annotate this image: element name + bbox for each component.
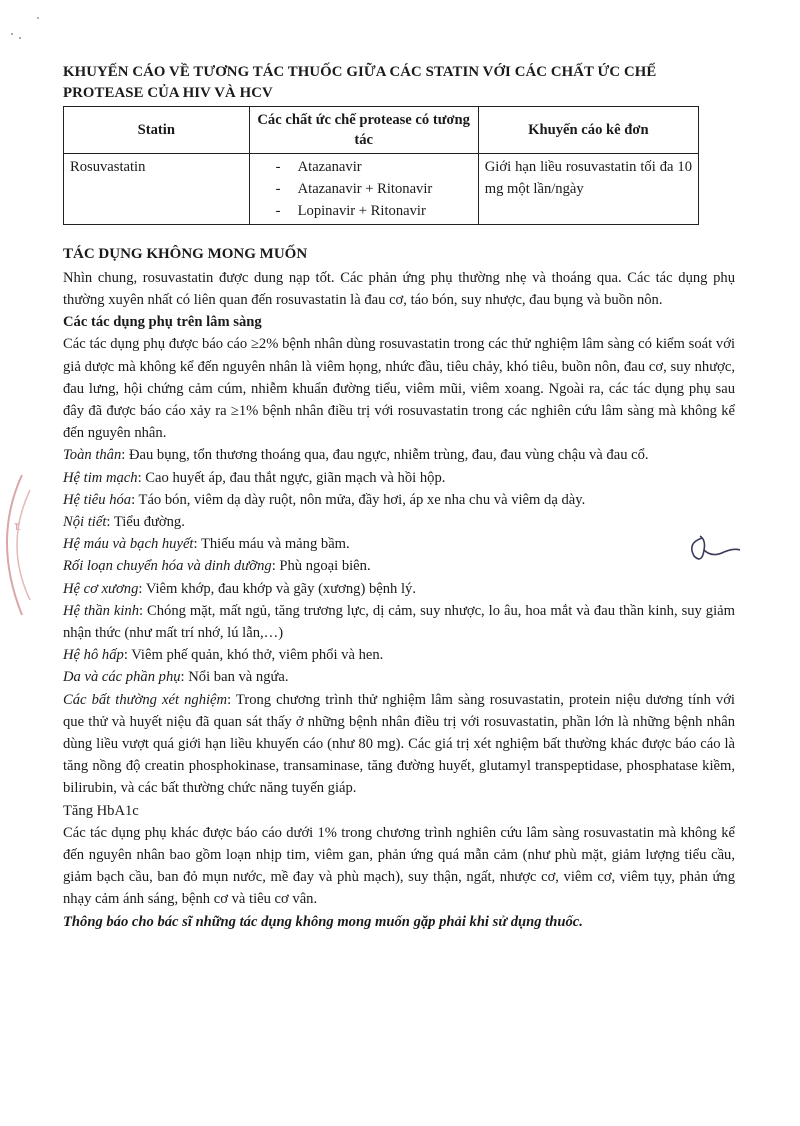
subsection-heading: Các tác dụng phụ trên lâm sàng	[63, 314, 262, 331]
table-row	[64, 154, 699, 225]
system-text: : Táo bón, viêm dạ dày ruột, nôn mửa, đầy hơi, áp xe nha chu và viêm dạ dày.	[131, 491, 586, 508]
system-label: Các bất thường xét nghiệm	[63, 691, 228, 708]
system-label: Hệ cơ xương	[63, 580, 139, 597]
warning-note: Thông báo cho bác sĩ những tác dụng không mong muốn gặp phải khi sử dụng thuốc.	[63, 913, 583, 930]
list-item: - Lopinavir + Ritonavir	[276, 200, 472, 222]
system-entry	[63, 444, 735, 466]
system-label: Hệ tim mạch	[63, 469, 138, 486]
system-text: : Trong chương trình thử nghiệm lâm sàng rosuvastatin, protein niệu dương tính với que thử và huyết niệu đã quan sát thấy ở những bệnh nhân điều trị với rosuvastatin, phần lớn là những bệnh nhân dùng liều vượt quá giới hạn liều khuyến cáo (như 80 mg). Các giá trị xét nghiệm bất thường khác được báo cáo là tăng nồng độ creatin phosphokinase, transaminase, tăng đường huyết, glutamyl transpeptidase, phosphatase kiềm, bilirubin, và các bất thường chức năng tuyến giáp.	[63, 691, 735, 797]
system-entry	[63, 467, 735, 489]
system-entry	[63, 600, 735, 644]
document-body	[63, 62, 735, 933]
list-item: - Atazanavir + Ritonavir	[276, 178, 472, 200]
table-header-row	[64, 107, 699, 154]
list-item: - Atazanavir	[276, 156, 472, 178]
system-entry	[63, 578, 735, 600]
system-text: : Đau bụng, tổn thương thoáng qua, đau ngực, nhiễm trùng, đau, đau vùng chậu và đau cổ.	[121, 447, 649, 464]
cell-inhibitors	[249, 154, 478, 225]
system-text: : Viêm phế quản, khó thở, viêm phổi và hen.	[123, 647, 384, 664]
system-label: Hệ tiêu hóa	[63, 491, 132, 508]
clinical-paragraph: Các tác dụng phụ được báo cáo ≥2% bệnh nhân dùng rosuvastatin trong các thử nghiệm lâm sàng có kiểm soát với giả dược mà không kể đến nguyên nhân là viêm họng, nhức đầu, tiêu chảy, khó tiêu, buồn nôn, đau cơ, suy nhược, đau lưng, hội chứng cảm cúm, nhiễm khuẩn đường tiểu, viêm mũi, viêm xoang. Ngoài ra, các tác dụng phụ sau đây đã được báo cáo xảy ra ≥1% bệnh nhân điều trị với rosuvastatin trong các nghiên cứu lâm sàng mà không kể đến nguyên nhân.	[63, 336, 735, 442]
inhibitor-list	[256, 156, 472, 222]
system-text: : Nổi ban và ngứa.	[180, 669, 289, 686]
system-text: : Chóng mặt, mất ngủ, tăng trương lực, dị cảm, suy nhược, lo âu, hoa mắt và đau thần kinh, suy giảm nhận thức (như mất trí nhớ, lú lẫn,…)	[63, 602, 735, 642]
stamp-mark	[0, 470, 32, 620]
interaction-table	[63, 106, 699, 225]
header-recommendation: Khuyến cáo kê đơn	[478, 107, 698, 154]
system-entry	[63, 489, 735, 511]
section-heading: TÁC DỤNG KHÔNG MONG MUỐN	[63, 246, 308, 262]
header-inhibitors: Các chất ức chế protease có tương tác	[249, 107, 478, 154]
system-entry	[63, 555, 735, 577]
system-label: Hệ thần kinh	[63, 602, 139, 619]
system-label: Rối loạn chuyển hóa và dinh dưỡng	[63, 558, 272, 575]
hba1c-line: Tăng HbA1c	[63, 802, 139, 819]
intro-paragraph: Nhìn chung, rosuvastatin được dung nạp tốt. Các phản ứng phụ thường nhẹ và thoáng qua. Các tác dụng phụ thường xuyên nhất có liên quan đến rosuvastatin là đau cơ, táo bón, suy nhược, đau bụng và buồn nôn.	[63, 270, 735, 309]
svg-text:T.: T.	[14, 522, 22, 532]
interaction-title: KHUYẾN CÁO VỀ TƯƠNG TÁC THUỐC GIỮA CÁC STATIN VỚI CÁC CHẤT ỨC CHẾ PROTEASE CỦA HIV VÀ HCV	[63, 64, 657, 101]
system-entry	[63, 644, 735, 666]
system-text: : Phù ngoại biên.	[271, 558, 371, 575]
system-entry	[63, 666, 735, 688]
system-entry	[63, 689, 735, 800]
system-label: Hệ máu và bạch huyết	[63, 536, 194, 553]
system-label: Nội tiết	[63, 514, 107, 531]
system-entry	[63, 511, 735, 533]
cell-recommendation: Giới hạn liều rosuvastatin tối đa 10 mg một lần/ngày	[478, 154, 698, 225]
system-label: Hệ hô hấp	[63, 647, 124, 664]
system-entry	[63, 533, 735, 555]
system-text: : Viêm khớp, đau khớp và gãy (xương) bệnh lý.	[138, 580, 416, 597]
header-statin: Statin	[64, 107, 250, 154]
system-text: : Cao huyết áp, đau thắt ngực, giãn mạch và hồi hộp.	[137, 469, 446, 486]
system-label: Toàn thân	[63, 447, 122, 464]
other-effects-paragraph: Các tác dụng phụ khác được báo cáo dưới 1% trong chương trình nghiên cứu lâm sàng rosuvastatin mà không kể đến nguyên nhân bao gồm loạn nhịp tim, viêm gan, phản ứng quá mẫn cảm (như phù mặt, giảm lượng tiểu cầu, giảm bạch cầu, ban đỏ mụn nước, mề đay và phù mạch), suy thận, ngất, nhược cơ, viêm cơ, viêm tụy, phản ứng nhạy cảm ánh sáng, bệnh cơ và tiêu cơ vân.	[63, 824, 735, 908]
system-label: Da và các phần phụ	[63, 669, 181, 686]
system-text: : Thiếu máu và mảng bầm.	[193, 536, 350, 553]
scan-marks	[8, 12, 48, 42]
cell-statin: Rosuvastatin	[64, 154, 250, 225]
system-text: : Tiểu đường.	[106, 514, 185, 531]
